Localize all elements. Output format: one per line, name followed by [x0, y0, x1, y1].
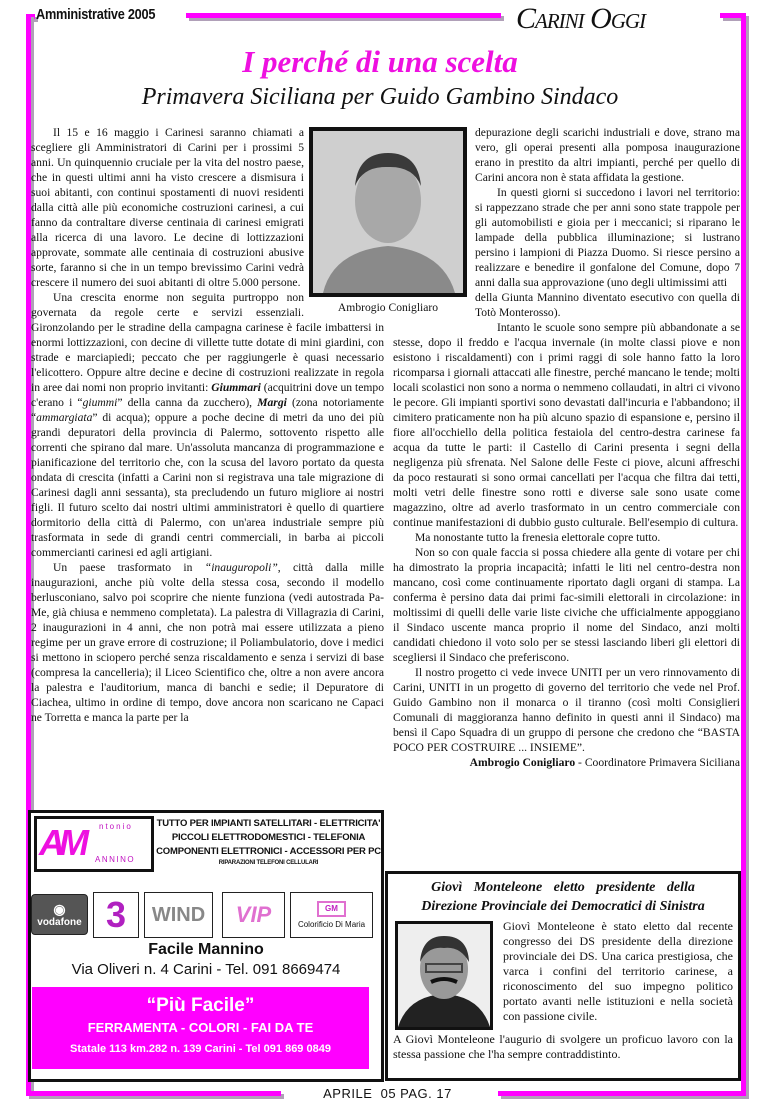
paragraph [31, 560, 384, 725]
page-footer: APRILE 05 PAG. 17 [300, 1086, 475, 1101]
paragraph: della Giunta Mannino diventato esecutivo con quella di Totò Monterosso). [475, 291, 740, 319]
news-body: Giovì Monteleone è stato eletto dal recente congresso dei DS presidente della direzione provinciale dei DS. Una carica prestigiosa, che varca i confini del territorio carinese, a riconoscimento del suo impegno politico portato avanti nelle istituzioni e nella società con passione civile. [503, 919, 733, 1023]
wind-logo [144, 892, 213, 938]
text: , città dalla mille inaugurazioni, anche più volte della stessa cosa, secondo il modello berlusconiano, salvo poi scoprire che niente funziona (vedi autostrada Pa-Me, già chiusa e nemmeno completata). La palestra di Villagrazia di Carini, 2 inaugurazioni in 4 anni, che non potrà mai essere utilizzata a pieno regime per un grave errore di costruzione; il Poliambulatorio, dove i medici si mettono in sciopero perché senza riscaldamento e senza i servizi di base (compresa la cancelleria); il Liceo Scientifico che, oltre a non avere ancora la palestra e l'auditorium, manca di banchi e sedie; il Depuratore di Ciachea, ultimo in ordine di tempo, dove ancora non scaricano ne Capaci ne Torretta e manca la parte per la [31, 561, 384, 724]
paragraph [31, 290, 384, 560]
logo-letters: AM [39, 822, 83, 863]
brand-name: Colorificio Di Maria [297, 919, 366, 929]
text: Una crescita enorme non seguita purtroppo non governata da regole certe e servizi essenziali. Gironzolando per le stradine della campagna carinese è facile imbattersi in enormi lottizzazioni, con decine di villette tutte dotate di mini giardini, con strade e marciapiedi; peccato che per raggiungerle è quasi necessario l'elicottero. Oppure altre decine e decine di costruzioni realizzate in regola in aree dai nomi non proprio invitanti: [31, 291, 384, 394]
article-title: I perché di una scelta [242, 44, 518, 79]
author-photo [309, 127, 467, 297]
news-title-line: Direzione Provinciale dei Democratici di Sinistra [421, 899, 705, 914]
place-name: Giummari [211, 381, 261, 394]
news-title [393, 878, 733, 916]
portrait-image [313, 131, 463, 293]
signature-role: - Coordinatore Primavera Siciliana [575, 756, 740, 769]
logo-bottom-text: ANNINO [95, 855, 136, 864]
frame-bottom-left [26, 1091, 281, 1096]
promo-subtitle: FERRAMENTA - COLORI - FAI DA TE [87, 1020, 314, 1035]
vodafone-logo [31, 894, 88, 935]
brand-name: WIND [151, 903, 206, 926]
news-closing: A Giovì Monteleone l'augurio di svolgere un proficuo lavoro con la stessa passione che l'ha sempre contraddistinto. [393, 1032, 733, 1061]
three-logo [93, 892, 139, 938]
news-box [385, 871, 741, 1081]
vip-logo [222, 892, 285, 938]
promo-address: Statale 113 km.282 n. 139 Carini - Tel 091 869 0849 [70, 1043, 331, 1055]
service-line: COMPONENTI ELETTRONICI - ACCESSORI PER PC [156, 846, 381, 857]
text: ” della canna da zucchero), [117, 396, 258, 409]
gm-emblem: GM [317, 901, 346, 917]
term: giummi [82, 396, 118, 409]
paragraph: Ma nonostante tutto la frenesia elettorale copre tutto. [415, 531, 661, 544]
brand-name: vodafone [37, 916, 82, 928]
paragraph: In questi giorni si succedono i lavori nel territorio: si rappezzano strade che per anni sono state trappole per gli automobilisti e gioia per i meccanici; si riparano le lampade della pubblica illuminazione; si lustrano persino i lampioni di Piazza Duomo. Si riesce persino a realizzare e benedire il gonfalone del Comune, dopo 7 anni dalla sua approvazione (uno degli ultimissimi atti [475, 186, 740, 289]
term: ammargiata [36, 411, 93, 424]
news-title-line: Giovì Monteleone eletto presidente della [431, 880, 695, 895]
news-content [388, 874, 738, 1062]
paragraph: Il 15 e 16 maggio i Carinesi saranno chiamati a scegliere gli Amministratori di Carini per i prossimi 5 anni. Un quinquennio cruciale per la vita del nostro paese, che in questi ultimi anni ha visto crescere a dismisura i suoi abitanti, con continui spostamenti di nuovi residenti dalla città alle più economiche costruzioni carinesi, a cui fanno da contraltare diverse centinaia di carinesi emigrati alla ricerca di una lavoro. Le decine di lottizzazioni approvate, sommate alle centinaia di costruzioni abusive sorte, faranno si che in un tempo brevissimo Carini vedrà crescere il numero dei suoi abitanti di oltre 5.000 persone. [31, 126, 304, 289]
service-line: PICCOLI ELETTRODOMESTICI - TELEFONIA [171, 832, 366, 843]
text: (zona notoriamente “ [31, 396, 384, 424]
article-subtitle: Primavera Siciliana per Guido Gambino Sindaco [141, 84, 619, 110]
masthead: Carini Oggi [516, 2, 646, 35]
paragraph: Intanto le scuole sono sempre più abbandonate a se stesse, dopo il freddo e l'acqua invernale (in molte classi piove e non esistono i riscaldamenti) con i primi raggi di sole hanno fatto la loro ricomparsa i giornali attaccati alle finestre, perché mancano le tende; molti locali scolastici non sono a norma o nemmeno collaudati, in altri ci vivono le pecore. Gli impianti sportivi sono devastati dall'incuria e l'abbandono; il cimitero praticamente non ha più alcuno spazio di espansione e, persino il fiore all'occhiello della politica festaiola del centro-destra carinese fa acqua da tutte le parti: il Castello di Carini presenta i segni della negligenza più sfrenata. Nel Salone delle Feste ci piove, alcuni affreschi da poco restaurati si sono ormai cancellati per l'acqua che filtra dai tetti, molti vetri delle finestre sono rotti e diverse sale sono usate come magazzino, oltre ad averlo trasformato in un centro commerciale con continue manifestazioni di dubbio gusto culturale. Bell'esempio di cultura. [393, 321, 740, 529]
promo-box [32, 987, 369, 1069]
signature [393, 755, 740, 770]
brand-name: 3 [105, 894, 127, 935]
mannino-logo [34, 816, 154, 872]
text: Un paese trasformato in [53, 561, 205, 574]
frame-top-mid [186, 13, 501, 18]
colorificio-logo [290, 892, 373, 938]
paragraph: Il nostro progetto ci vede invece UNITI per un vero rinnovamento di Carini, UNITI in un progetto di governo del territorio che vede nel Prof. Guido Gambino non il monarca o il tiranno (così molti Consiglieri Comunali di maggioranza hanno definito in questi anni il Sindaco) ma bensì il Capo Squadra di un gruppo di persone che credono che “BASTA POCO PER COSTRUIRE ... INSIEME”. [393, 666, 740, 754]
advertisement [28, 810, 384, 1082]
frame-bottom-right [498, 1091, 746, 1096]
promo-title: “Più Facile” [146, 995, 255, 1016]
shop-address: Via Oliveri n. 4 Carini - Tel. 091 8669474 [71, 961, 341, 978]
frame-right [741, 13, 746, 1096]
text: (acquitrini dove un tempo c'erano i “ [31, 381, 384, 409]
paragraph: Non so con quale faccia si possa chiedere alla gente di votare per chi ha dimostrato la propria incapacità; infatti le liti nel centro-destra non mancano, così come continuamente riportato dagli organi di stampa. La conferma è persino data dai primi fac-simili elettorali in circolazione: in moltissimi di quelli delle varie liste civiche che ufficialmente appoggiano il Sindaco uscente manca proprio il nome del Sindaco, anzi molti candidati chiedono il voto solo per se stessi lasciando liberi gli elettori di scegliersi il Sindaco che preferiscono. [393, 546, 740, 664]
term: “inauguropoli” [204, 561, 278, 574]
text: ” di acqua); oppure a poche decine di metri da uno dei più grandi depuratori della provincia di Palermo, sottovento rispetto alle correnti che spirano dal mare. Un'assoluta mancanza di programmazione e pianificazione del territorio che, con la scusa del lavoro portato da questa ondata di crescita (infatti a Carini non si registrava una tale migrazione di Carinesi dagli anni sessanta), sta precludendo un futuro migliore ai nostri figli. Il futuro scelto dai nostri ultimi amministratori è quello di quartiere dormitorio della città di Palermo, con un'area industriale sempre più trasformata in sede di grandi centri commerciali, in barba ai piccoli commercianti carinesi ed agli artigiani. [31, 411, 384, 559]
logo-top-text: ntonio [99, 822, 133, 831]
monteleone-photo [395, 921, 493, 1030]
shop-name: Facile Mannino [148, 941, 264, 958]
section-label: Amministrative 2005 [36, 6, 156, 23]
service-line: RIPARAZIONI TELEFONI CELLULARI [218, 860, 319, 866]
vodafone-icon: ◉ [53, 900, 66, 917]
place-name: Margi [257, 396, 287, 409]
photo-caption: Ambrogio Conigliaro [309, 301, 467, 314]
services-list [156, 817, 381, 868]
brand-name: VIP [235, 902, 272, 927]
paragraph: depurazione degli scarichi industriali e dove, strano ma vero, gli operai presenti alla pomposa inaugurazione erano in prestito da altri impianti, perché per quello di Carini ancora non è stata affidata la gestione. [475, 126, 740, 184]
signature-name: Ambrogio Conigliaro [469, 756, 576, 769]
service-line: TUTTO PER IMPIANTI SATELLITARI - ELETTRICITA' [156, 818, 381, 829]
portrait-image [398, 924, 490, 1027]
